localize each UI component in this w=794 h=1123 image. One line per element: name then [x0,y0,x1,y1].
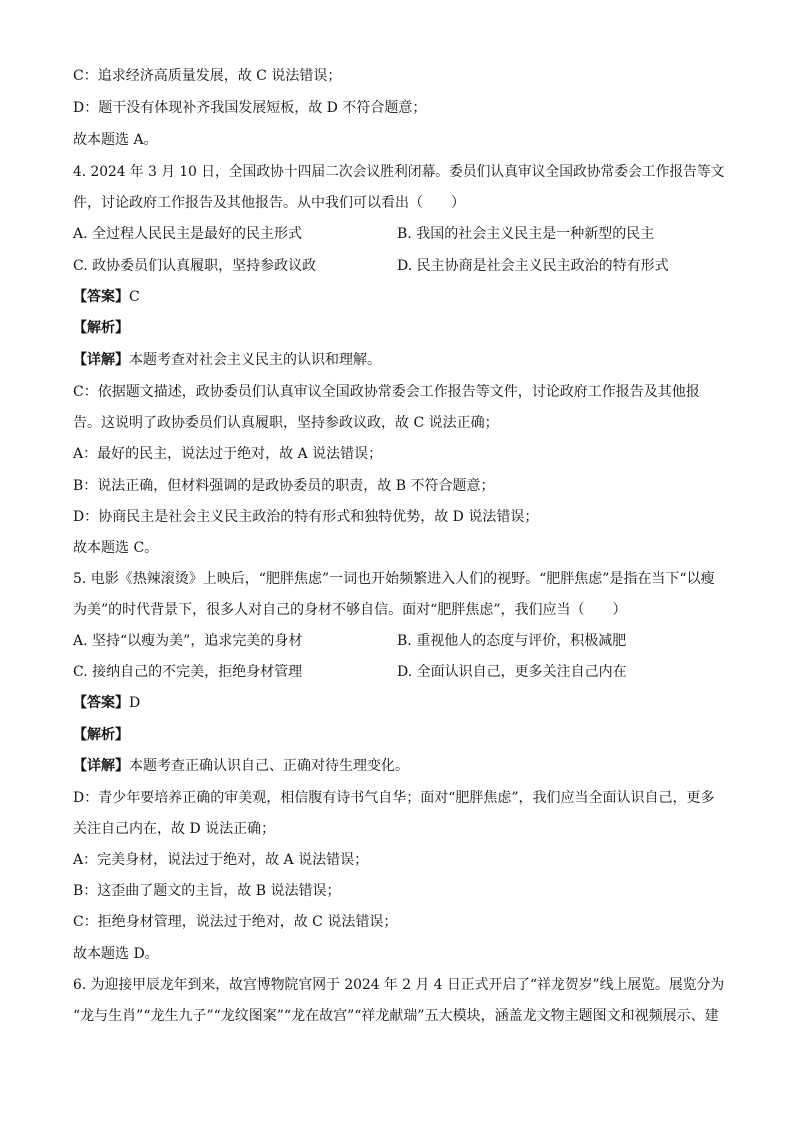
q5-stem-line1: 5. 电影《热辣滚烫》上映后，“肥胖焦虑”一词也开始频繁进入人们的视野。“肥胖焦虑”是指在当下“以瘦 [73,571,715,587]
answer-value: D [129,695,141,711]
q4-explain-line4: B：说法正确，但材料强调的是政协委员的职责，故 B 不符合题意； [73,478,495,494]
answer-tag: 【答案】 [73,695,129,711]
q4-conclusion: 故本题选 C。 [73,540,159,556]
q6-stem-line2: “龙与生肖”“龙生九子”“龙纹图案”“龙在故宫”“祥龙献瑞”五大模块，涵盖龙文物主题图文和视频展示、建 [73,1008,719,1024]
q4-explain-line1: C：依据题文描述，政协委员们认真审议全国政协常委会工作报告等文件，讨论政府工作报告及其他报 [73,384,700,400]
q5-explain-line3: A：完美身材，说法过于绝对，故 A 说法错误； [73,852,369,868]
q5-explain-line1: D：青少年要培养正确的审美观，相信腹有诗书气自华；面对“肥胖焦虑”，我们应当全面认识自己，更多 [73,790,715,806]
q5-explain-line2: 关注自己内在，故 D 说法正确； [73,821,276,837]
q4-detail [73,350,381,370]
q4-analysis-tag: 【解析】 [73,320,129,336]
detail-text: 本题考查对社会主义民主的认识和理解。 [129,352,381,368]
q3-conclusion: 故本题选 A。 [73,132,158,148]
q5-option-c: C. 接纳自己的不完美，拒绝身材管理 [73,664,303,680]
q3-explain-c: C：追求经济高质量发展，故 C 说法错误； [73,68,342,84]
q6-stem-line1: 6. 为迎接甲辰龙年到来，故宫博物院官网于 2024 年 2 月 4 日正式开启了“祥龙贺岁”线上展览。展览分为 [73,977,725,993]
q4-explain-line2: 告。这说明了政协委员们认真履职，坚持参政议政，故 C 说法正确； [73,415,499,431]
q4-explain-line5: D：协商民主是社会主义民主政治的特有形式和独特优势，故 D 说法错误； [73,509,539,525]
detail-text: 本题考查正确认识自己、正确对待生理变化。 [129,758,409,774]
q5-option-d: D. 全面认识自己，更多关注自己内在 [397,664,627,680]
q4-option-a: A. 全过程人民民主是最好的民主形式 [73,226,303,242]
q5-analysis-tag: 【解析】 [73,727,129,743]
answer-tag: 【答案】 [73,289,129,305]
q5-stem-line2: 为美”的时代背景下，很多人对自己的身材不够自信。面对“肥胖焦虑”，我们应当（ ） [73,602,627,618]
q5-conclusion: 故本题选 D。 [73,946,159,962]
q5-option-b: B. 重视他人的态度与评价，积极减肥 [397,633,627,649]
q4-option-d: D. 民主协商是社会主义民主政治的特有形式 [397,258,669,274]
q5-explain-line4: B：这歪曲了题文的主旨，故 B 说法错误； [73,883,341,899]
q4-option-b: B. 我国的社会主义民主是一种新型的民主 [397,226,655,242]
detail-tag: 【详解】 [73,758,129,774]
q4-explain-line3: A：最好的民主，说法过于绝对，故 A 说法错误； [73,446,383,462]
q5-explain-line5: C：拒绝身材管理，说法过于绝对，故 C 说法错误； [73,914,398,930]
q4-stem-line1: 4. 2024 年 3 月 10 日，全国政协十四届二次会议胜利闭幕。委员们认真审议全国政协常委会工作报告等文 [73,164,725,180]
q5-option-a: A. 坚持“以瘦为美”，追求完美的身材 [73,633,303,649]
q4-stem-line2: 件，讨论政府工作报告及其他报告。从中我们可以看出（ ） [73,195,465,211]
q4-option-c: C. 政协委员们认真履职，坚持参政议政 [73,258,317,274]
q5-detail [73,756,409,776]
q4-answer [73,287,140,307]
detail-tag: 【详解】 [73,352,129,368]
q5-answer [73,693,140,713]
q3-explain-d: D：题干没有体现补齐我国发展短板，故 D 不符合题意； [73,100,427,116]
answer-value: C [129,289,140,305]
